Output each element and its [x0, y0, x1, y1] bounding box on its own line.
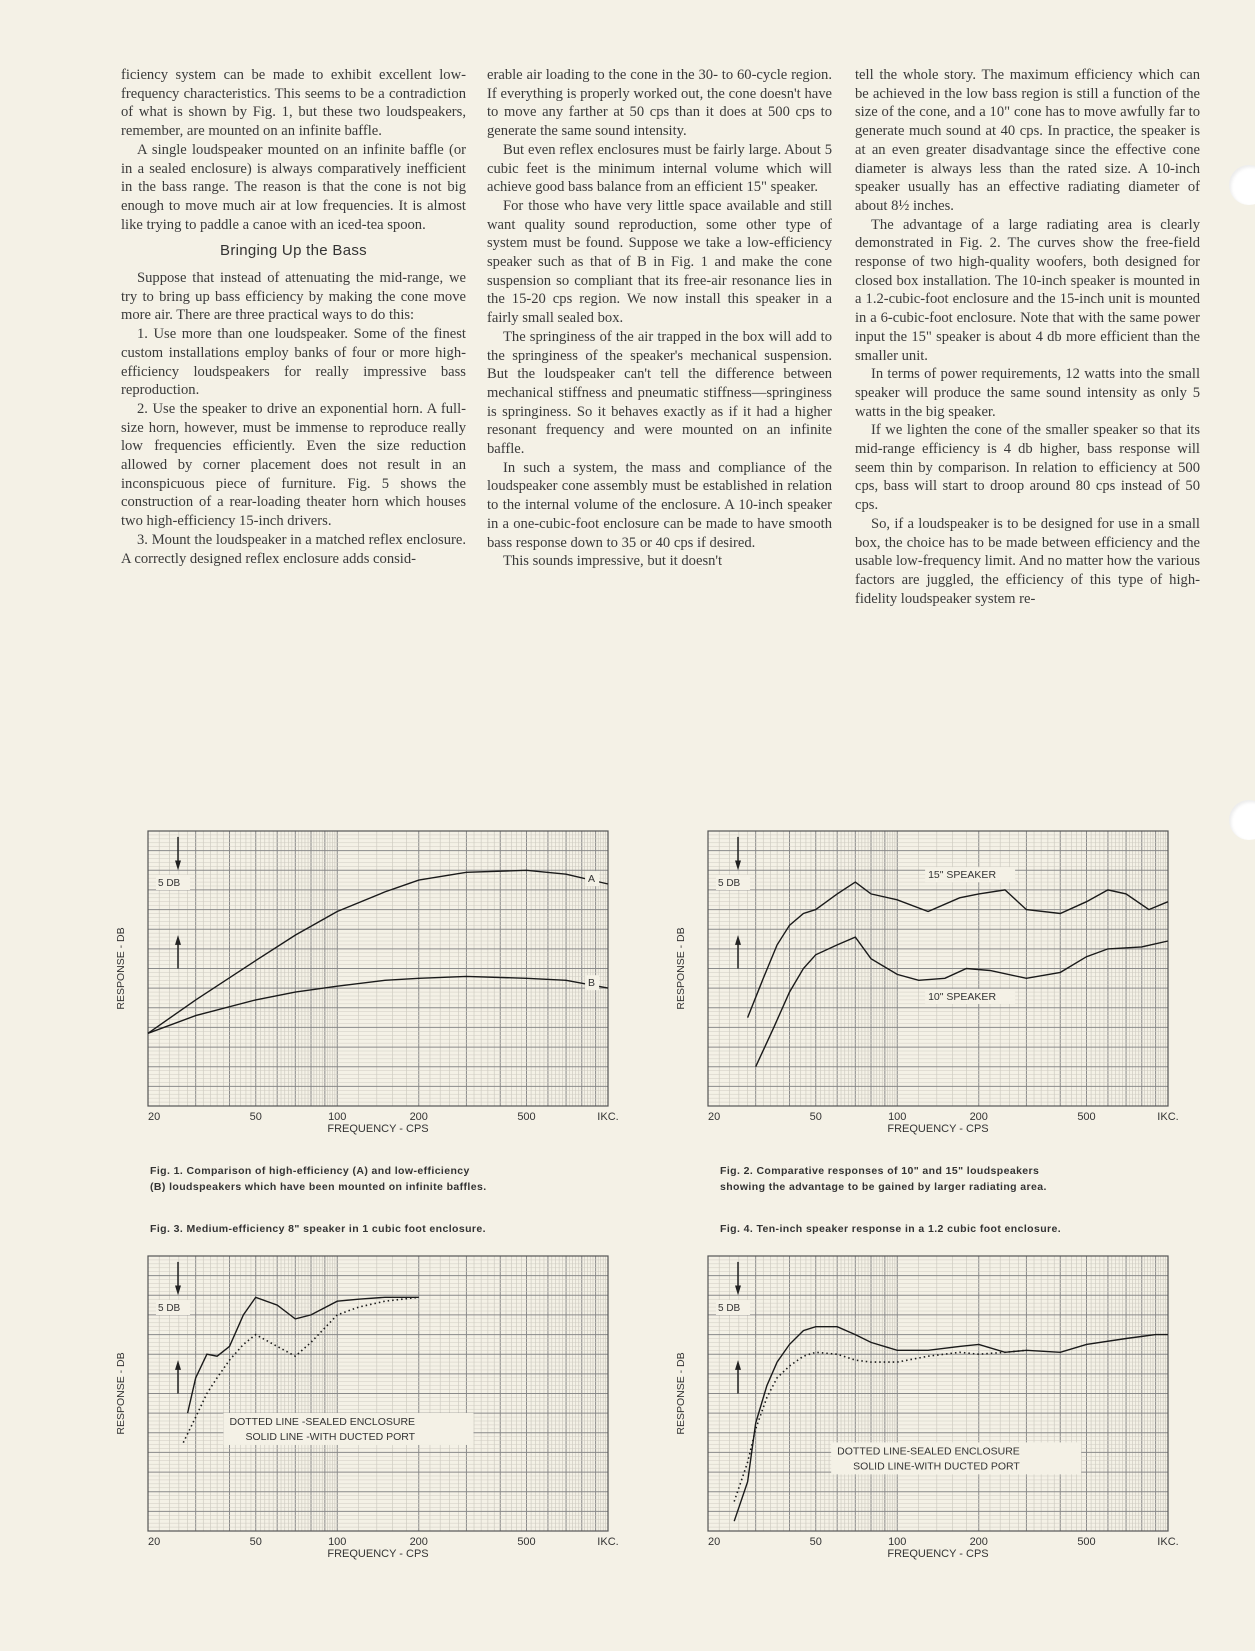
paragraph: This sounds impressive, but it doesn't — [503, 553, 723, 570]
series-label: A — [588, 873, 596, 886]
series-label: 10" SPEAKER — [928, 990, 997, 1003]
x-tick-label: IKC. — [597, 1536, 619, 1548]
scale-label: 5 DB — [718, 878, 741, 889]
paragraph: ficiency system can be made to exhibit excellent low-frequency characteristics. This seems to be a contradiction of what is shown by Fig. 1, but these two loudspeakers, remember, are mounted on an infinite baffle. — [121, 67, 466, 140]
series-label: B — [588, 977, 596, 990]
scale-arrowhead — [735, 1285, 741, 1295]
x-axis-label: FREQUENCY - CPS — [327, 1548, 429, 1560]
caption-line: Fig. 4. Ten-inch speaker response in a 1.2 cubic foot enclosure. — [720, 1223, 1062, 1235]
section-heading: Bringing Up the Bass — [220, 242, 367, 260]
x-tick-label: 20 — [148, 1111, 161, 1123]
paragraph: 2. Use the speaker to drive an exponential horn. A full-size horn, however, must be immense to reproduce really low frequencies efficiently. Even the size reduction allowed by corner placement does not result in an inconspicuous piece of furniture. Fig. 5 shows the construction of a rear-loading theater horn which houses two high-efficiency 15-inch drivers. — [121, 400, 466, 530]
series-label: 15" SPEAKER — [928, 869, 997, 882]
x-tick-label: 50 — [809, 1536, 822, 1548]
x-tick-label: 100 — [888, 1536, 907, 1548]
paragraph: In such a system, the mass and compliance of the loudspeaker cone assembly must be established in relation to the internal volume of the enclosure. A 10-inch speaker in a one-cubic-foot enclosure can be made to have smooth bass response down to 35 or 40 cps if desired. — [487, 459, 832, 551]
x-tick-label: IKC. — [597, 1111, 619, 1123]
x-tick-label: 200 — [969, 1111, 988, 1123]
y-axis-label: RESPONSE - DB — [115, 1352, 127, 1435]
scale-arrowhead — [175, 935, 181, 945]
paragraph: The advantage of a large radiating area is clearly demonstrated in Fig. 2. The curves show the free-field response of two high-quality woofers, both designed for closed box installation. The 10-inch speaker is mounted in a 1.2-cubic-foot enclosure and the 15-inch unit is mounted in a 6-cubic-foot enclosure. Note that with the same power input the 15" speaker is about 4 db more efficient than the smaller unit. — [855, 216, 1200, 364]
x-tick-label: 200 — [409, 1536, 428, 1548]
legend-line: SOLID LINE -WITH DUCTED PORT — [245, 1430, 416, 1443]
x-tick-label: 500 — [517, 1536, 536, 1548]
x-tick-label: 100 — [888, 1111, 907, 1123]
x-tick-label: IKC. — [1157, 1536, 1179, 1548]
paragraph: For those who have very little space available and still want quality sound reproduction, some other type of system must be found. Suppose we take a low-efficiency speaker such as that of B in Fig. 1 and make the cone suspension so compliant that its free-air resonance lies in the 15-20 cps region. We now install this speaker in a fairly small sealed box. — [487, 197, 832, 327]
x-tick-label: 500 — [517, 1111, 536, 1123]
legend-line: SOLID LINE-WITH DUCTED PORT — [853, 1460, 1020, 1473]
x-axis-label: FREQUENCY - CPS — [887, 1123, 989, 1135]
scale-arrowhead — [175, 860, 181, 870]
caption-line: Fig. 3. Medium-efficiency 8" speaker in 1 cubic foot enclosure. — [150, 1223, 486, 1235]
paragraph: A single loudspeaker mounted on an infinite baffle (or in a sealed enclosure) is always comparatively inefficient in the bass range. The reason is that the cone is not big enough to move much air at low frequencies. It is almost like trying to paddle a canoe with an iced-tea spoon. — [121, 141, 466, 233]
scale-arrowhead — [175, 1285, 181, 1295]
scale-label: 5 DB — [158, 1303, 181, 1314]
scale-arrowhead — [735, 935, 741, 945]
paragraph: If we lighten the cone of the smaller speaker so that its mid-range efficiency is 4 db higher, bass response will seem thin by comparison. In relation to efficiency at 500 cps, bass will start to droop around 80 cps instead of 50 cps. — [855, 422, 1200, 514]
x-tick-label: 50 — [809, 1111, 822, 1123]
figure-3-caption — [150, 1221, 486, 1237]
legend-line: DOTTED LINE -SEALED ENCLOSURE — [229, 1415, 416, 1428]
y-axis-label: RESPONSE - DB — [115, 927, 127, 1010]
x-axis-label: FREQUENCY - CPS — [887, 1548, 989, 1560]
x-tick-label: 20 — [708, 1536, 721, 1548]
figure-4-caption — [720, 1221, 1061, 1237]
scale-label: 5 DB — [158, 878, 181, 889]
text-column-3 — [855, 66, 1200, 608]
x-tick-label: 200 — [969, 1536, 988, 1548]
x-tick-label: 50 — [249, 1536, 262, 1548]
paragraph: 1. Use more than one loudspeaker. Some of the finest custom installations employ banks of four or more high-efficiency loudspeakers for really impressive bass reproduction. — [121, 326, 466, 399]
paragraph: The springiness of the air trapped in the box will add to the springiness of the speaker's mechanical suspension. But the loudspeaker can't tell the difference between mechanical stiffness and pneumatic stiffness—springiness is springiness. So it behaves exactly as if it had a higher resonant frequency and were mounted on an infinite baffle. — [487, 328, 832, 458]
x-tick-label: 100 — [328, 1536, 347, 1548]
paragraph: 3. Mount the loudspeaker in a matched reflex enclosure. A correctly designed reflex enclosure adds consid- — [121, 531, 466, 567]
binder-hole — [1229, 165, 1255, 205]
paragraph: But even reflex enclosures must be fairly large. About 5 cubic feet is the minimum internal volume which will achieve good bass balance from an efficient 15" speaker. — [487, 141, 832, 196]
scale-label: 5 DB — [718, 1303, 741, 1314]
caption-line: showing the advantage to be gained by larger radiating area. — [720, 1181, 1047, 1193]
binder-hole — [1229, 800, 1255, 840]
text-column-1 — [121, 66, 466, 568]
figure-2-caption — [720, 1163, 1047, 1195]
paragraph: So, if a loudspeaker is to be designed for use in a small box, the choice has to be made between efficiency and the usable low-frequency limit. And no matter how the various factors are juggled, the efficiency of this type of high-fidelity loudspeaker system re- — [855, 515, 1200, 607]
x-tick-label: 20 — [708, 1111, 721, 1123]
paragraph: Suppose that instead of attenuating the mid-range, we try to bring up bass efficiency by making the cone move more air. There are three practical ways to do this: — [121, 270, 466, 324]
scale-arrowhead — [175, 1360, 181, 1370]
x-tick-label: 500 — [1077, 1111, 1096, 1123]
figure-4-chart — [670, 1250, 1190, 1590]
figure-3-chart — [110, 1250, 630, 1590]
x-tick-label: IKC. — [1157, 1111, 1179, 1123]
x-tick-label: 500 — [1077, 1536, 1096, 1548]
text-column-2 — [487, 66, 832, 571]
paragraph: In terms of power requirements, 12 watts into the small speaker will produce the same sound intensity as only 5 watts in the big speaker. — [855, 366, 1200, 420]
scale-arrowhead — [735, 1360, 741, 1370]
y-axis-label: RESPONSE - DB — [675, 927, 687, 1010]
figure-1-chart — [110, 825, 630, 1165]
x-tick-label: 200 — [409, 1111, 428, 1123]
x-tick-label: 50 — [249, 1111, 262, 1123]
caption-line: Fig. 1. Comparison of high-efficiency (A) and low-efficiency — [150, 1165, 470, 1177]
figure-1-caption — [150, 1163, 487, 1195]
figure-2-chart — [670, 825, 1190, 1165]
series-line — [734, 1350, 1026, 1501]
x-tick-label: 100 — [328, 1111, 347, 1123]
paragraph: tell the whole story. The maximum efficiency which can be achieved in the low bass region is still a function of the size of the cone, and a 10" cone has to move awfully far to generate much sound at 40 cps. In practice, the speaker is at an even greater disadvantage since the effective cone diameter is always less than the rated size. A 10-inch speaker usually has an effective radiating diameter of about 8½ inches. — [855, 67, 1200, 214]
caption-line: (B) loudspeakers which have been mounted on infinite baffles. — [150, 1181, 487, 1193]
x-axis-label: FREQUENCY - CPS — [327, 1123, 429, 1135]
legend-line: DOTTED LINE-SEALED ENCLOSURE — [837, 1445, 1020, 1458]
x-tick-label: 20 — [148, 1536, 161, 1548]
paragraph: erable air loading to the cone in the 30- to 60-cycle region. If everything is properly worked out, the cone doesn't have to move any farther at 50 cps than it does at 500 cps to generate the same sound intensity. — [487, 67, 832, 140]
caption-line: Fig. 2. Comparative responses of 10" and 15" loudspeakers — [720, 1165, 1040, 1177]
scale-arrowhead — [735, 860, 741, 870]
y-axis-label: RESPONSE - DB — [675, 1352, 687, 1435]
